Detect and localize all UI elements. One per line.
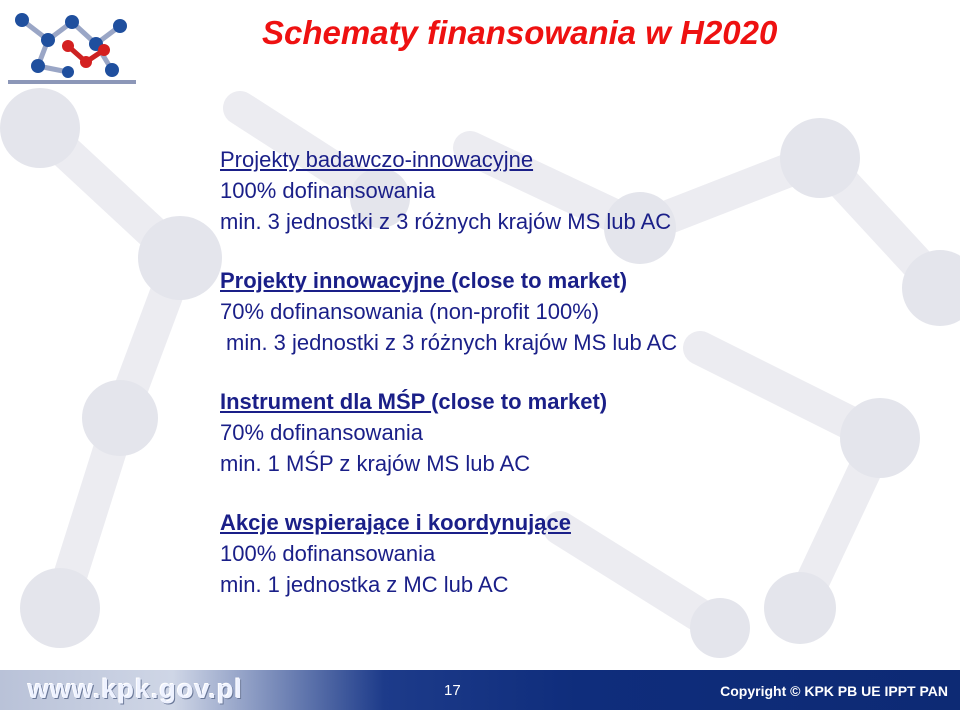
section-support-coordination <box>220 507 940 600</box>
funding-rate: 100% dofinansowania <box>220 541 436 566</box>
molecule-logo-icon <box>8 6 136 84</box>
slide-content <box>220 144 940 628</box>
section-heading: Projekty badawczo-innowacyjne <box>220 147 534 172</box>
consortium-requirement: min. 3 jednostki z 3 różnych krajów MS lub AC <box>220 209 672 234</box>
section-heading: Akcje wspierające i koordynujące <box>220 510 571 535</box>
funding-rate: 70% dofinansowania (non-profit 100%) <box>220 299 600 324</box>
consortium-requirement: min. 1 MŚP z krajów MS lub AC <box>220 451 531 476</box>
section-sme-instrument <box>220 386 940 479</box>
page-number: 17 <box>444 682 461 699</box>
consortium-requirement: min. 1 jednostka z MC lub AC <box>220 572 509 597</box>
section-heading: Projekty innowacyjne (close to market) <box>220 268 628 293</box>
slide-title: Schematy finansowania w H2020 <box>262 14 778 51</box>
slide-header <box>0 0 960 88</box>
section-heading: Instrument dla MŚP (close to market) <box>220 389 608 414</box>
footer-site-link[interactable]: www.kpk.gov.pl <box>28 674 244 704</box>
footer-copyright: Copyright © KPK PB UE IPPT PAN <box>720 683 948 699</box>
section-innovation-projects <box>220 265 940 358</box>
slide-footer <box>0 670 960 710</box>
section-research-innovation <box>220 144 940 237</box>
funding-rate: 100% dofinansowania <box>220 178 436 203</box>
funding-rate: 70% dofinansowania <box>220 420 424 445</box>
consortium-requirement: min. 3 jednostki z 3 różnych krajów MS lub AC <box>226 330 678 355</box>
